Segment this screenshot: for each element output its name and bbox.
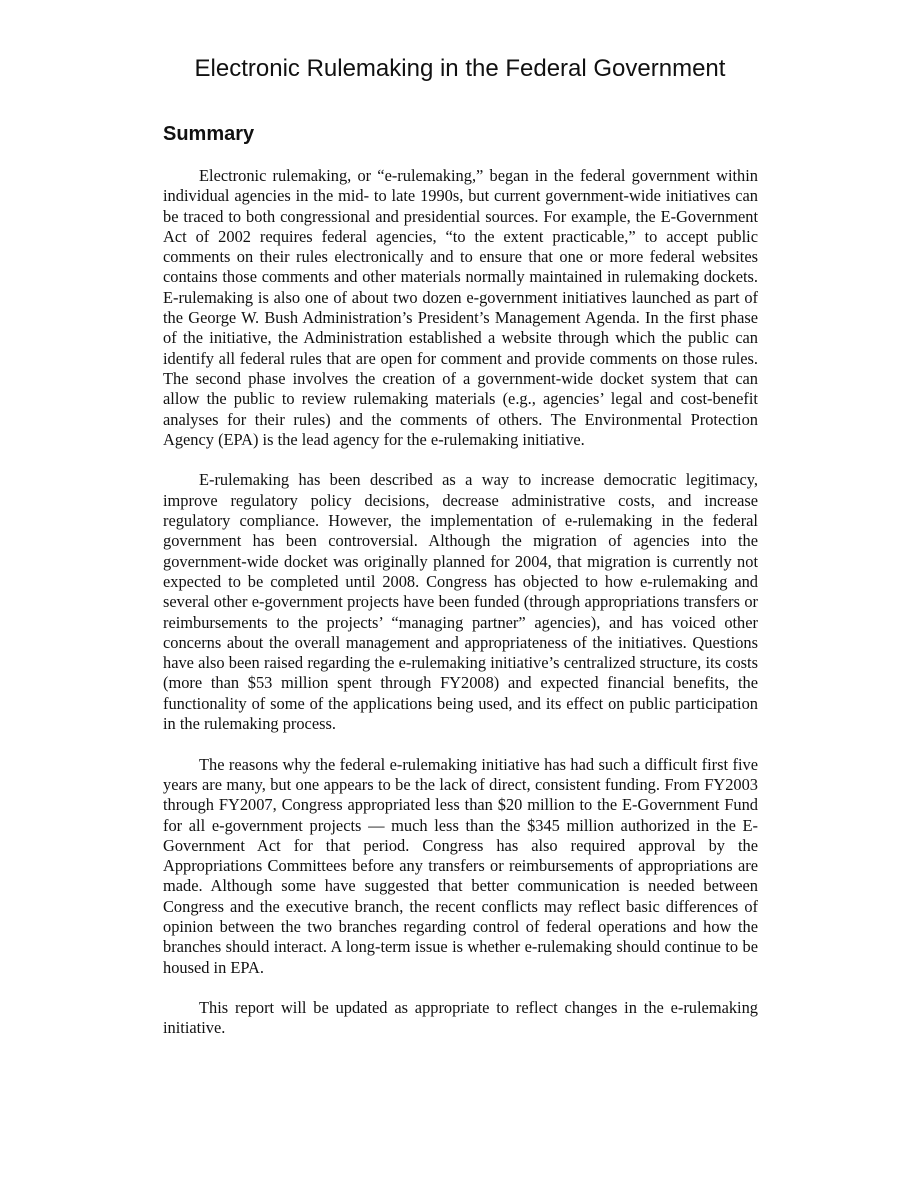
summary-paragraph-1: Electronic rulemaking, or “e-rulemaking,” began in the federal government within individual agencies in the mid- to late 1990s, but current government-wide initiatives can be traced to both congressional and presidential sources. For example, the E-Government Act of 2002 requires federal agencies, “to the extent practicable,” to accept public comments on their rules electronically and to ensure that one or more federal websites contains those comments and other materials normally maintained in rulemaking dockets. E-rulemaking is also one of about two dozen e-government initiatives launched as part of the George W. Bush Administration’s President’s Management Agenda. In the first phase of the initiative, the Administration established a website through which the public can identify all federal rules that are open for comment and provide comments on those rules. The second phase involves the creation of a government-wide docket system that can allow the public to review rulemaking materials (e.g., agencies’ legal and cost-benefit analyses for their rules) and the comments of others. The Environmental Protection Agency (EPA) is the lead agency for the e-rulemaking initiative. [163, 166, 758, 449]
section-heading-summary: Summary [163, 123, 255, 145]
summary-paragraph-4: This report will be updated as appropriate to reflect changes in the e-rulemaking initiative. [163, 998, 758, 1038]
summary-paragraph-3: The reasons why the federal e-rulemaking initiative has had such a difficult first five years are many, but one appears to be the lack of direct, consistent funding. From FY2003 through FY2007, Congress appropriated less than $20 million to the E-Government Fund for all e-government projects — much less than the $345 million authorized in the E-Government Act for that period. Congress has also required approval by the Appropriations Committees before any transfers or reimbursements of appropriations are made. Although some have suggested that better communication is needed between Congress and the executive branch, the recent conflicts may reflect basic differences of opinion between the two branches regarding control of federal operations and how the branches should interact. A long-term issue is whether e-rulemaking should continue to be housed in EPA. [163, 754, 758, 977]
summary-body [163, 166, 758, 1059]
document-title: Electronic Rulemaking in the Federal Government [194, 55, 726, 82]
summary-paragraph-2: E-rulemaking has been described as a way to increase democratic legitimacy, improve regulatory policy decisions, decrease administrative costs, and increase regulatory compliance. However, the implementation of e-rulemaking in the federal government has been controversial. Although the migration of agencies into the government-wide docket was originally planned for 2004, that migration is currently not expected to be completed until 2008. Congress has objected to how e-rulemaking and several other e-government projects have been funded (through appropriations transfers or reimbursements to the projects’ “managing partner” agencies), and has voiced other concerns about the overall management and appropriateness of the initiatives. Questions have also been raised regarding the e-rulemaking initiative’s centralized structure, its costs (more than $53 million spent through FY2008) and expected financial benefits, the functionality of some of the applications being used, and its effect on public participation in the rulemaking process. [163, 470, 758, 734]
